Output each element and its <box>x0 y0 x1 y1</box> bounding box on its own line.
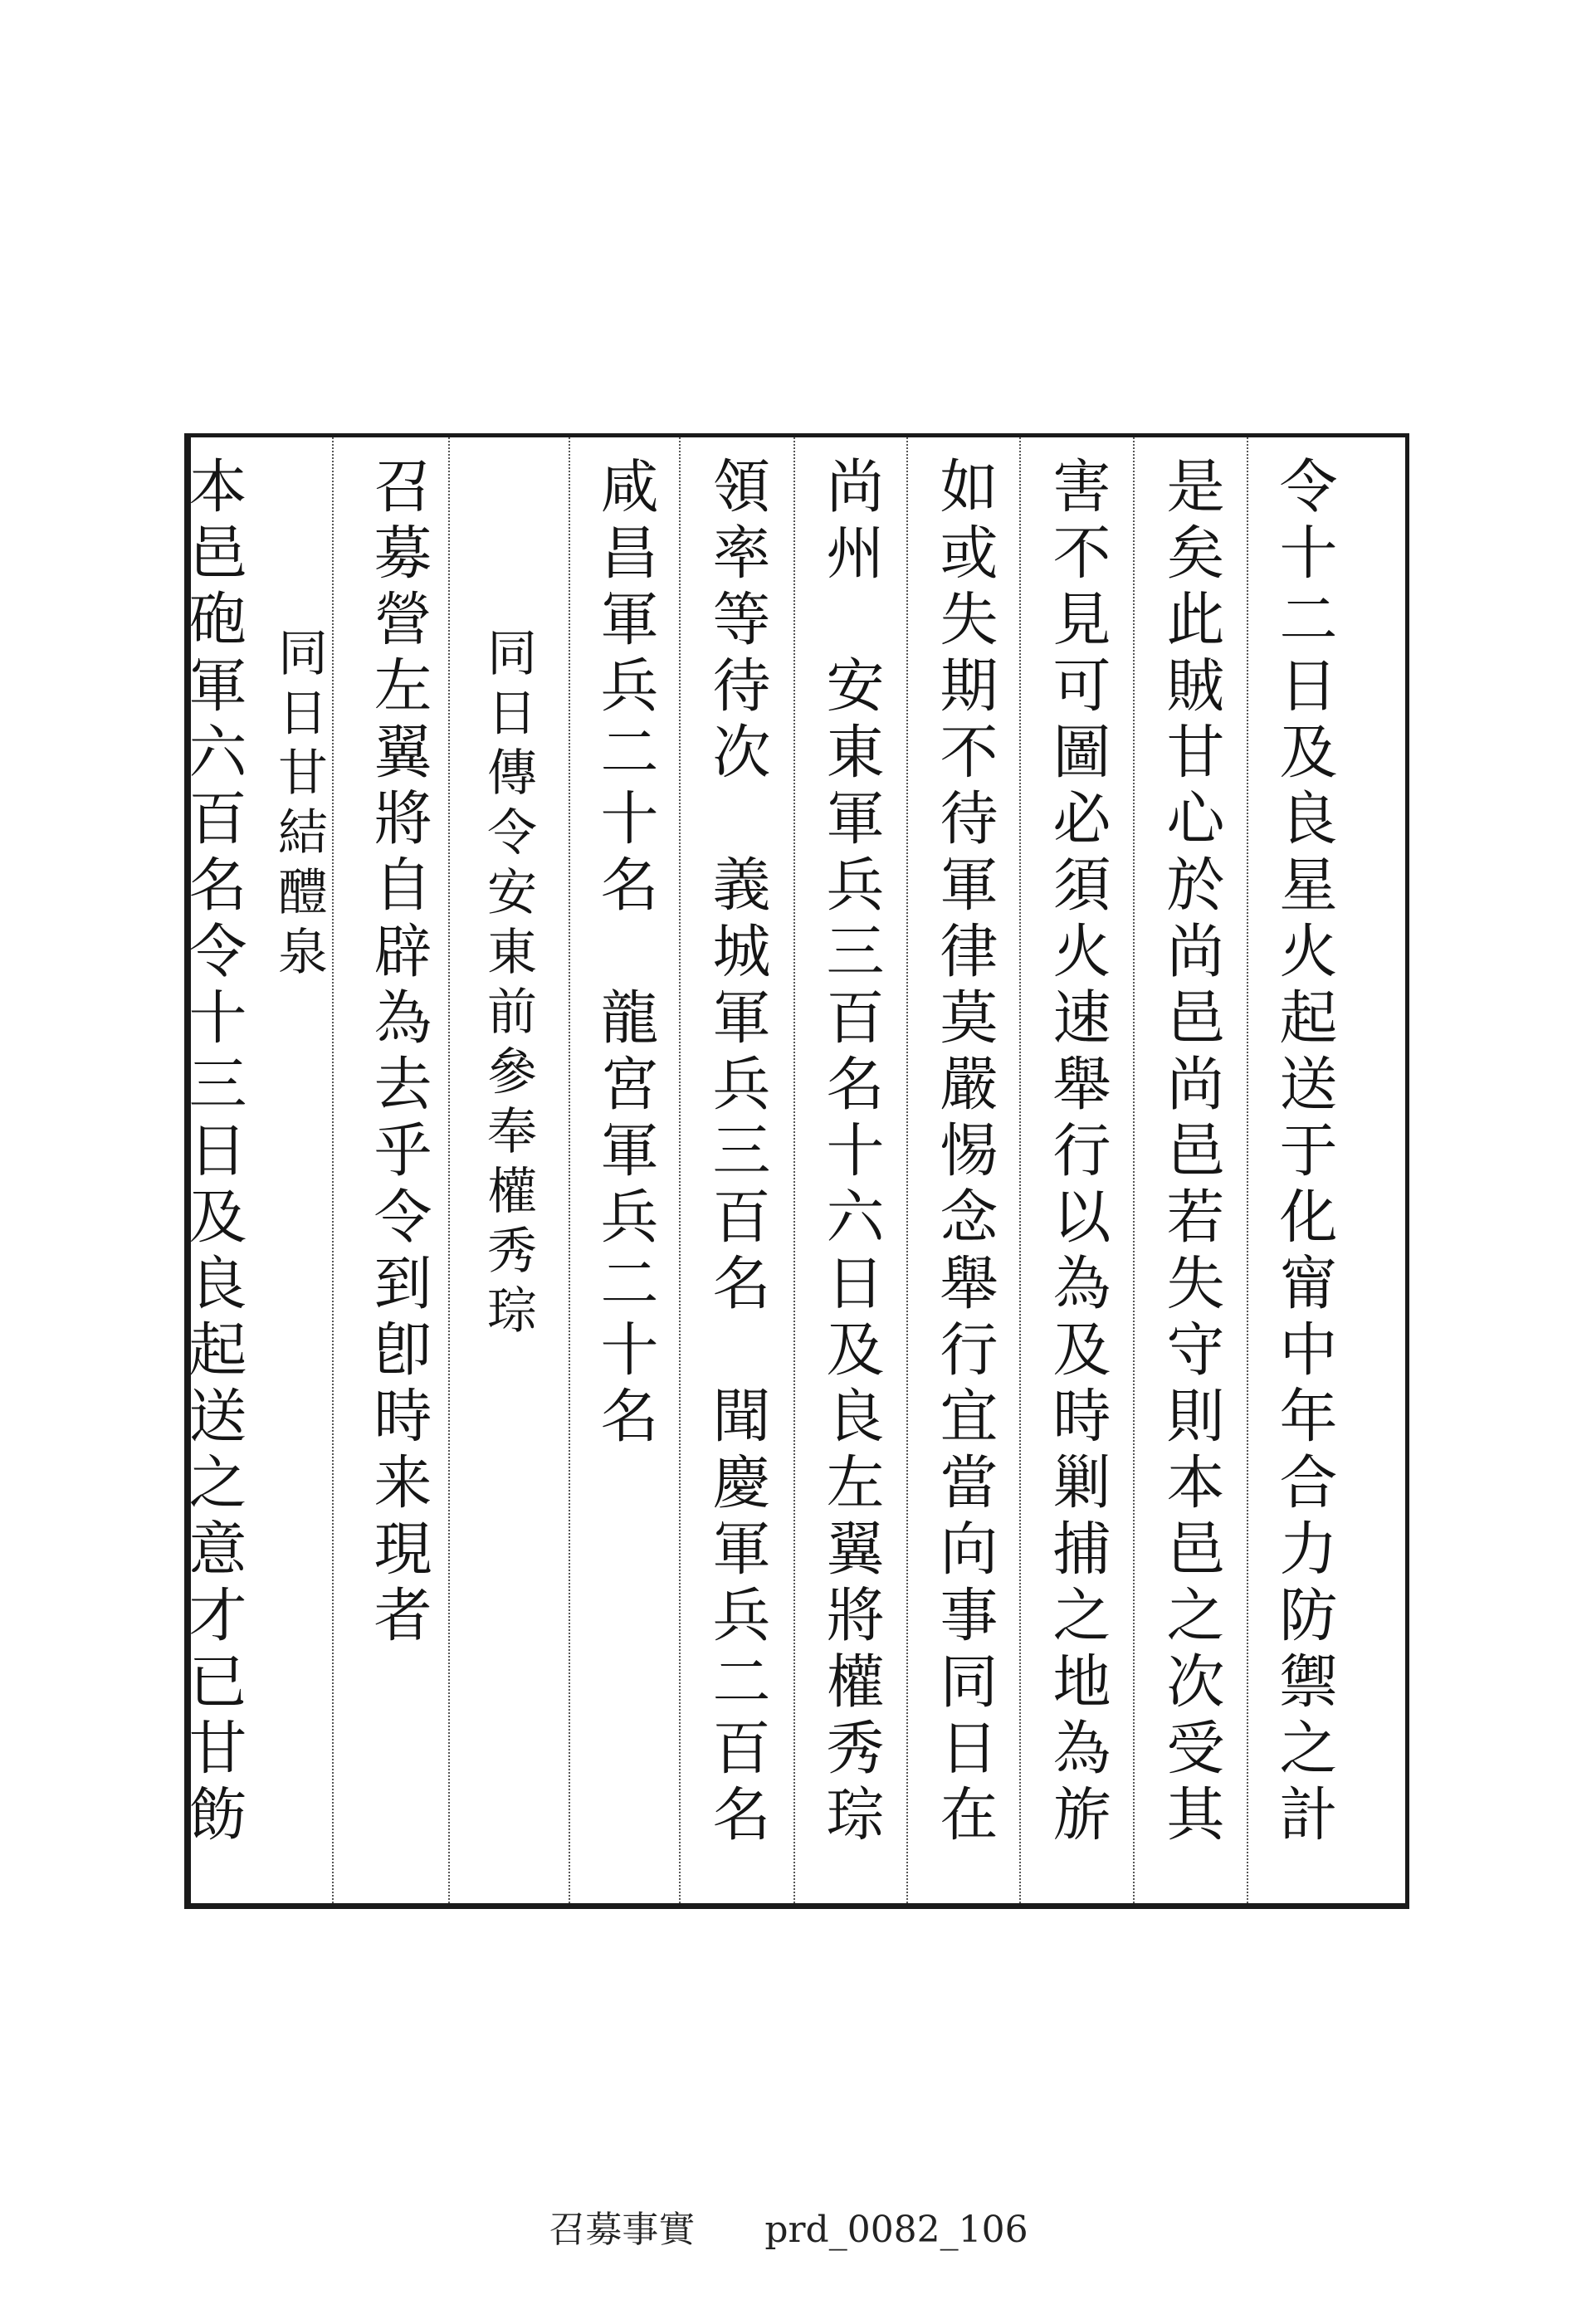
printed-frame <box>179 433 1409 1909</box>
column-rule <box>679 437 681 1903</box>
column-rule <box>1247 437 1248 1903</box>
column-rule <box>793 437 795 1903</box>
footer-title: 召募事實 <box>549 2209 696 2251</box>
text-column-11: 本邑砲軍六百名令十三日及良起送之意才已甘飭 <box>179 456 247 1850</box>
column-rule <box>1133 437 1135 1903</box>
text-column-6: 領率等待次 義城軍兵三百名 聞慶軍兵二百名 <box>703 456 771 1850</box>
footer-id: prd_0082_106 <box>764 2209 1028 2251</box>
text-column-3: 害不見可圖必須火速舉行以為及時剿捕之地為旂 <box>1043 456 1111 1850</box>
column-rule <box>332 437 334 1903</box>
text-column-9: 召募營左翼將自辟為去乎令到卽時来現者 <box>364 456 432 1651</box>
text-column-5: 尚州 安東軍兵三百名十六日及良左翼將權秀琮 <box>817 456 885 1850</box>
text-column-10: 同日甘結醴泉 <box>270 627 328 985</box>
column-rule <box>569 437 570 1903</box>
text-column-4: 如或失期不待軍律莫嚴惕念舉行宜當向事同日在 <box>930 456 998 1850</box>
text-column-8: 同日傳令安東前參奉權秀琮 <box>479 627 537 1344</box>
column-rule <box>1019 437 1021 1903</box>
column-rule <box>448 437 450 1903</box>
page-footer <box>0 2200 1577 2253</box>
text-column-2: 是矣此賊甘心於尚邑尚邑若失守則本邑之次受其 <box>1157 456 1225 1850</box>
text-column-1: 令十二日及良星火起送于化甯中年合力防禦之計 <box>1270 456 1338 1850</box>
column-rule <box>906 437 908 1903</box>
text-column-7: 咸昌軍兵二十名 龍宮軍兵二十名 <box>591 456 659 1452</box>
